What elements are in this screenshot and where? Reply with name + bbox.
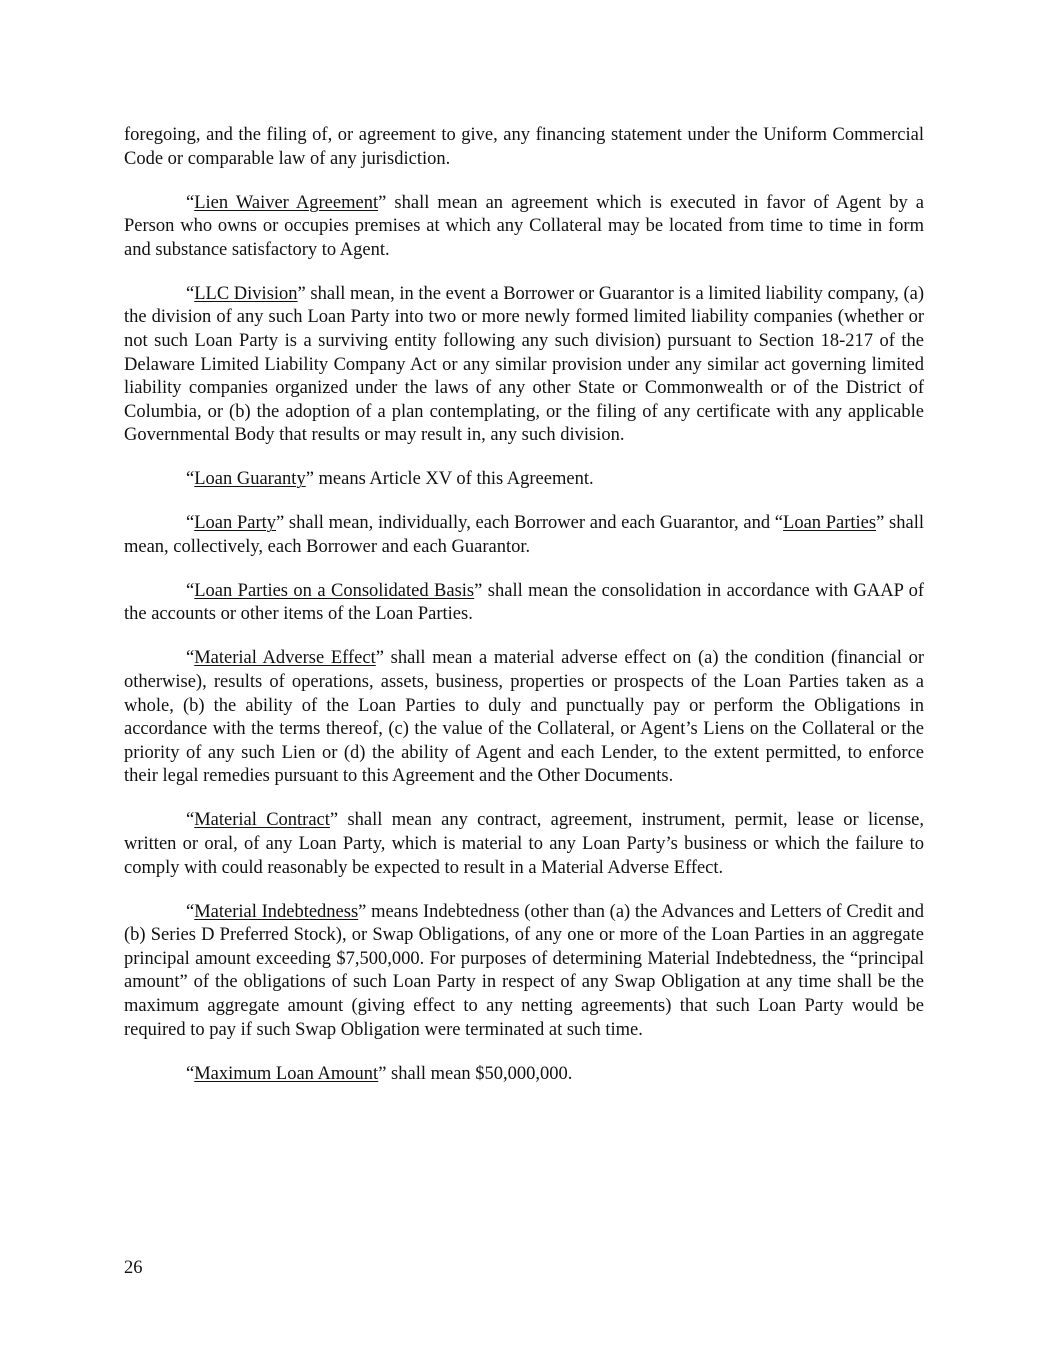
defined-term: LLC Division <box>194 283 298 304</box>
definition-loan-party <box>124 512 924 559</box>
defined-term: Loan Party <box>194 513 276 534</box>
definition-body: shall mean, in the event a Borrower or Guarantor is a limited liability company, (a) the division of any such Loan Party into two or more newly formed limited liability companies (whether or not such Loan Party is a surviving entity following any such division) pursuant to Section 18-217 of the Delaware Limited Liability Company Act or any similar provision under any similar act governing limited liability companies organized under the laws of any other State or Commonwealth or of the District of Columbia, or (b) the adoption of a plan contemplating, or the filing of any certificate with any applicable Governmental Body that results or may result in, any such division. <box>124 283 924 446</box>
close-quote: ” <box>378 1063 387 1084</box>
open-quote: “ <box>186 901 195 922</box>
definition-body: shall mean a material adverse effect on (a) the condition (financial or otherwise), results of operations, assets, business, properties or prospects of the Loan Parties taken as a whole, (b) the ability of the Loan Parties to duly and punctually pay or perform the Obligations in accordance with the terms thereof, (c) the value of the Collateral, or Agent’s Liens on the Collateral or the priority of any such Lien or (d) the ability of Agent and each Lender, to the extent permitted, to enforce their legal remedies pursuant to this Agreement and the Other Documents. <box>124 648 924 787</box>
open-quote: “ <box>186 810 195 831</box>
open-quote: “ <box>186 283 195 304</box>
close-quote: ” <box>329 810 339 831</box>
definition-body: shall mean, collectively, each Borrower and each Guarantor. <box>124 513 924 557</box>
definition-lien-waiver-agreement <box>124 192 924 263</box>
definition-llc-division <box>124 283 924 448</box>
close-quote: ” <box>305 469 314 490</box>
close-quote-secondary: ” <box>876 513 885 534</box>
close-quote: ” <box>375 648 384 669</box>
paragraph-body: foregoing, and the filing of, or agreement to give, any financing statement under the Uniform Commercial Code or comparable law of any jurisdiction. <box>124 125 924 169</box>
defined-term: Lien Waiver Agreement <box>194 192 379 213</box>
definition-middle: shall mean, individually, each Borrower and each Guarantor, and “ <box>284 513 784 534</box>
defined-term: Loan Guaranty <box>194 469 306 490</box>
defined-term-secondary: Loan Parties <box>783 513 877 534</box>
definition-body: shall mean $50,000,000. <box>386 1063 573 1084</box>
open-quote: “ <box>186 648 195 669</box>
definition-body: shall mean any contract, agreement, instrument, permit, lease or license, written or oral, of any Loan Party, which is material to any Loan Party’s business or which the failure to comply with could reasonably be expected to result in a Material Adverse Effect. <box>124 810 924 878</box>
definition-body: means Article XV of this Agreement. <box>313 469 594 490</box>
definition-body: shall mean the consolidation in accordance with GAAP of the accounts or other items of the Loan Parties. <box>124 580 925 625</box>
close-quote: ” <box>276 513 285 534</box>
open-quote: “ <box>186 580 195 601</box>
close-quote: ” <box>297 283 306 304</box>
open-quote: “ <box>186 513 195 534</box>
defined-term: Maximum Loan Amount <box>194 1063 379 1084</box>
definition-loan-parties-consolidated <box>124 580 924 627</box>
open-quote: “ <box>186 1063 195 1084</box>
open-quote: “ <box>186 469 195 490</box>
definition-material-indebtedness <box>124 901 924 1043</box>
definition-body: shall mean an agreement which is executed in favor of Agent by a Person who owns or occupies premises at which any Collateral may be located from time to time in form and substance satisfactory to Agent. <box>124 192 924 260</box>
definition-loan-guaranty <box>124 468 924 492</box>
document-page <box>124 124 924 1107</box>
paragraph-continuation <box>124 124 924 171</box>
open-quote: “ <box>186 192 195 213</box>
close-quote: ” <box>474 580 483 601</box>
defined-term: Material Indebtedness <box>194 901 359 922</box>
defined-term: Material Contract <box>194 810 330 831</box>
definition-maximum-loan-amount <box>124 1063 924 1087</box>
close-quote: ” <box>358 901 367 922</box>
definition-material-adverse-effect <box>124 647 924 789</box>
page-number: 26 <box>124 1258 143 1278</box>
definition-body: means Indebtedness (other than (a) the Advances and Letters of Credit and (b) Series D Preferred Stock), or Swap Obligations, of any one or more of the Loan Parties in an aggregate principal amount exceeding $7,500,000. For purposes of determining Material Indebtedness, the “principal amount” of the obligations of such Loan Party in respect of any Swap Obligation at any time shall be the maximum aggregate amount (giving effect to any netting agreements) that such Loan Party would be required to pay if such Swap Obligation were terminated at such time. <box>124 901 924 1040</box>
defined-term: Material Adverse Effect <box>194 648 376 669</box>
defined-term: Loan Parties on a Consolidated Basis <box>194 580 475 601</box>
close-quote: ” <box>378 192 387 213</box>
definition-material-contract <box>124 809 924 880</box>
